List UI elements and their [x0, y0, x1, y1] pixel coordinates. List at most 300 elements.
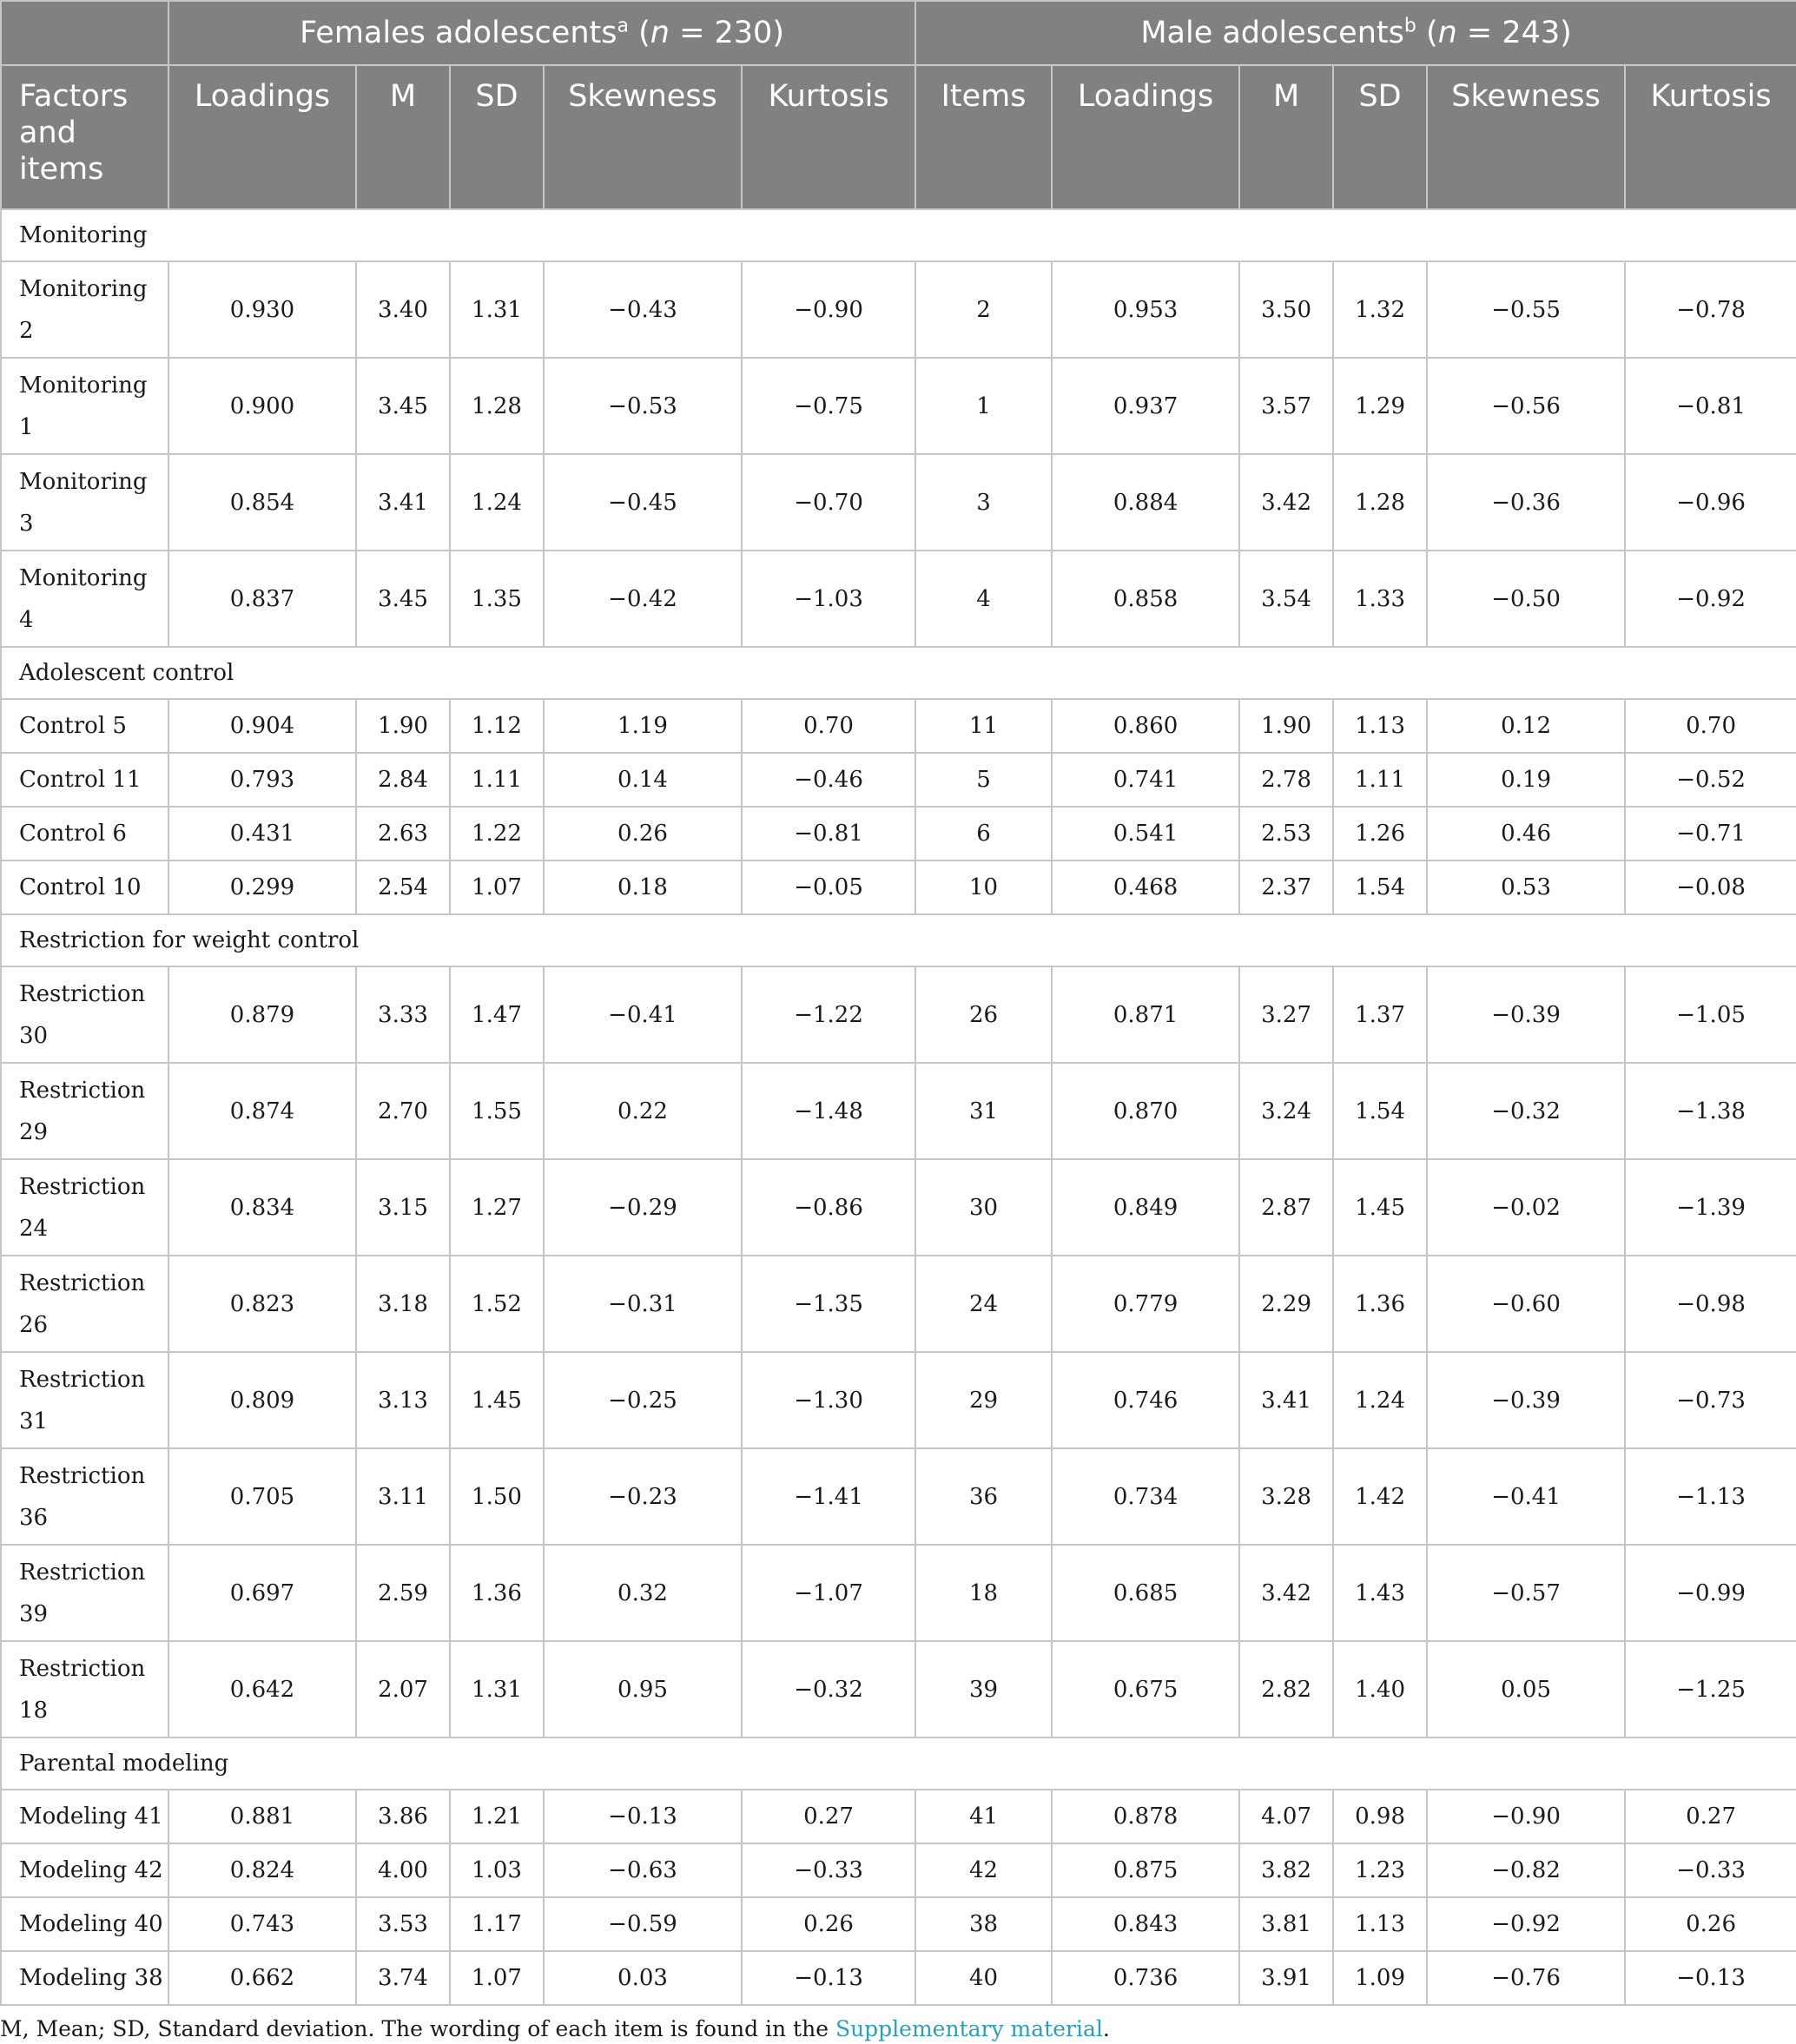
female-value-cell: 3.86: [356, 1790, 450, 1843]
male-value-cell: 0.12: [1427, 699, 1625, 753]
male-value-cell: 0.468: [1052, 860, 1239, 914]
female-value-cell: 1.19: [544, 699, 742, 753]
female-value-cell: 0.823: [168, 1256, 356, 1352]
male-value-cell: 0.26: [1625, 1897, 1796, 1951]
table-row: [1, 1545, 1796, 1641]
male-value-cell: −0.55: [1427, 261, 1625, 358]
female-group-sup: a: [617, 15, 629, 37]
male-value-cell: 4.07: [1239, 1790, 1333, 1843]
female-value-cell: 0.662: [168, 1951, 356, 2005]
female-value-cell: 3.45: [356, 551, 450, 647]
male-group-paren: (: [1416, 16, 1438, 50]
male-value-cell: −0.92: [1625, 551, 1796, 647]
table-row: [1, 1256, 1796, 1352]
female-value-cell: 0.03: [544, 1951, 742, 2005]
female-value-cell: 0.642: [168, 1641, 356, 1737]
female-value-cell: 1.21: [450, 1790, 544, 1843]
column-header: Items: [915, 65, 1052, 209]
male-item-cell: 36: [915, 1448, 1052, 1545]
male-value-cell: 0.871: [1052, 966, 1239, 1063]
female-value-cell: 0.900: [168, 358, 356, 454]
female-value-cell: 1.90: [356, 699, 450, 753]
female-value-cell: −0.13: [742, 1951, 915, 2005]
male-value-cell: 1.45: [1333, 1159, 1427, 1256]
male-value-cell: 2.37: [1239, 860, 1333, 914]
female-value-cell: 1.45: [450, 1352, 544, 1448]
table-header: [1, 1, 1796, 209]
item-name-cell: Restriction 39: [1, 1545, 168, 1641]
male-value-cell: 1.42: [1333, 1448, 1427, 1545]
male-value-cell: 0.46: [1427, 807, 1625, 860]
group-header-blank: [1, 1, 168, 65]
female-value-cell: 1.12: [450, 699, 544, 753]
female-value-cell: 0.32: [544, 1545, 742, 1641]
table-row: [1, 1897, 1796, 1951]
table-row: [1, 1448, 1796, 1545]
female-value-cell: 2.63: [356, 807, 450, 860]
item-name-cell: Restriction 26: [1, 1256, 168, 1352]
male-group-count: = 243): [1456, 16, 1572, 50]
male-value-cell: 2.87: [1239, 1159, 1333, 1256]
female-value-cell: −0.53: [544, 358, 742, 454]
female-value-cell: 0.22: [544, 1063, 742, 1159]
male-value-cell: 0.746: [1052, 1352, 1239, 1448]
female-value-cell: 0.854: [168, 454, 356, 551]
female-value-cell: 3.74: [356, 1951, 450, 2005]
female-value-cell: −0.42: [544, 551, 742, 647]
male-value-cell: −0.39: [1427, 966, 1625, 1063]
table-row: [1, 454, 1796, 551]
female-value-cell: 0.837: [168, 551, 356, 647]
male-item-cell: 38: [915, 1897, 1052, 1951]
table-row: [1, 1641, 1796, 1737]
male-group-sup: b: [1403, 15, 1416, 37]
male-item-cell: 6: [915, 807, 1052, 860]
female-group-header: [168, 1, 915, 65]
male-value-cell: 0.858: [1052, 551, 1239, 647]
item-name-cell: Control 11: [1, 753, 168, 807]
male-value-cell: 1.43: [1333, 1545, 1427, 1641]
table-row: [1, 1352, 1796, 1448]
male-value-cell: 1.23: [1333, 1843, 1427, 1897]
male-item-cell: 10: [915, 860, 1052, 914]
male-value-cell: −0.13: [1625, 1951, 1796, 2005]
female-group-n: n: [650, 16, 670, 50]
female-value-cell: −0.33: [742, 1843, 915, 1897]
male-item-cell: 42: [915, 1843, 1052, 1897]
male-value-cell: −0.56: [1427, 358, 1625, 454]
female-value-cell: 3.33: [356, 966, 450, 1063]
male-value-cell: −0.33: [1625, 1843, 1796, 1897]
male-value-cell: −0.57: [1427, 1545, 1625, 1641]
male-value-cell: −1.38: [1625, 1063, 1796, 1159]
male-value-cell: 1.09: [1333, 1951, 1427, 2005]
male-value-cell: −0.78: [1625, 261, 1796, 358]
table-row: [1, 860, 1796, 914]
female-value-cell: 1.11: [450, 753, 544, 807]
male-value-cell: 3.82: [1239, 1843, 1333, 1897]
female-value-cell: −0.05: [742, 860, 915, 914]
female-value-cell: −0.41: [544, 966, 742, 1063]
male-value-cell: 0.937: [1052, 358, 1239, 454]
female-value-cell: 2.07: [356, 1641, 450, 1737]
table-row: [1, 1951, 1796, 2005]
male-value-cell: 2.82: [1239, 1641, 1333, 1737]
female-value-cell: 0.879: [168, 966, 356, 1063]
table-body: [1, 209, 1796, 2005]
female-value-cell: 1.35: [450, 551, 544, 647]
table-row: [1, 261, 1796, 358]
male-value-cell: 3.50: [1239, 261, 1333, 358]
female-value-cell: 1.31: [450, 1641, 544, 1737]
male-value-cell: −0.96: [1625, 454, 1796, 551]
male-value-cell: 0.779: [1052, 1256, 1239, 1352]
male-item-cell: 2: [915, 261, 1052, 358]
female-value-cell: −0.70: [742, 454, 915, 551]
table-row: [1, 551, 1796, 647]
female-value-cell: 3.18: [356, 1256, 450, 1352]
item-name-cell: Modeling 40: [1, 1897, 168, 1951]
female-value-cell: 0.697: [168, 1545, 356, 1641]
female-value-cell: −0.90: [742, 261, 915, 358]
male-value-cell: 0.734: [1052, 1448, 1239, 1545]
item-name-cell: Monitoring 2: [1, 261, 168, 358]
male-value-cell: −0.50: [1427, 551, 1625, 647]
female-value-cell: 1.24: [450, 454, 544, 551]
female-value-cell: 2.84: [356, 753, 450, 807]
section-row: [1, 1737, 1796, 1790]
column-header: Skewness: [544, 65, 742, 209]
footnote-end: .: [1102, 2016, 1110, 2041]
female-value-cell: −0.86: [742, 1159, 915, 1256]
male-value-cell: 0.70: [1625, 699, 1796, 753]
male-value-cell: −1.25: [1625, 1641, 1796, 1737]
column-header: M: [1239, 65, 1333, 209]
item-name-cell: Restriction 29: [1, 1063, 168, 1159]
female-value-cell: 3.11: [356, 1448, 450, 1545]
male-value-cell: −0.32: [1427, 1063, 1625, 1159]
male-value-cell: −0.82: [1427, 1843, 1625, 1897]
male-value-cell: −1.05: [1625, 966, 1796, 1063]
male-item-cell: 30: [915, 1159, 1052, 1256]
male-value-cell: −0.81: [1625, 358, 1796, 454]
female-value-cell: 3.53: [356, 1897, 450, 1951]
male-value-cell: −0.76: [1427, 1951, 1625, 2005]
female-value-cell: 0.809: [168, 1352, 356, 1448]
female-value-cell: 1.50: [450, 1448, 544, 1545]
female-value-cell: 0.18: [544, 860, 742, 914]
male-item-cell: 31: [915, 1063, 1052, 1159]
male-value-cell: 1.40: [1333, 1641, 1427, 1737]
section-row: [1, 209, 1796, 261]
female-value-cell: 1.17: [450, 1897, 544, 1951]
female-value-cell: 0.743: [168, 1897, 356, 1951]
male-value-cell: 0.741: [1052, 753, 1239, 807]
female-value-cell: −1.41: [742, 1448, 915, 1545]
male-value-cell: 3.24: [1239, 1063, 1333, 1159]
female-group-count: = 230): [669, 16, 784, 50]
female-value-cell: 0.27: [742, 1790, 915, 1843]
female-value-cell: −1.03: [742, 551, 915, 647]
female-value-cell: −0.43: [544, 261, 742, 358]
female-value-cell: −0.45: [544, 454, 742, 551]
item-name-cell: Restriction 31: [1, 1352, 168, 1448]
table-row: [1, 1063, 1796, 1159]
female-group-paren: (: [628, 16, 650, 50]
female-value-cell: −1.22: [742, 966, 915, 1063]
section-row: [1, 647, 1796, 699]
male-item-cell: 41: [915, 1790, 1052, 1843]
male-item-cell: 3: [915, 454, 1052, 551]
male-item-cell: 39: [915, 1641, 1052, 1737]
item-name-cell: Modeling 38: [1, 1951, 168, 2005]
item-name-cell: Restriction 30: [1, 966, 168, 1063]
table-row: [1, 1843, 1796, 1897]
female-value-cell: 2.59: [356, 1545, 450, 1641]
female-value-cell: 0.95: [544, 1641, 742, 1737]
female-value-cell: 1.55: [450, 1063, 544, 1159]
column-header: Skewness: [1427, 65, 1625, 209]
table-footnote: [0, 2006, 1796, 2041]
male-item-cell: 4: [915, 551, 1052, 647]
female-value-cell: −0.32: [742, 1641, 915, 1737]
male-value-cell: 1.33: [1333, 551, 1427, 647]
female-value-cell: 1.47: [450, 966, 544, 1063]
male-value-cell: 1.11: [1333, 753, 1427, 807]
male-value-cell: 1.54: [1333, 1063, 1427, 1159]
male-value-cell: −0.41: [1427, 1448, 1625, 1545]
female-value-cell: 0.874: [168, 1063, 356, 1159]
male-value-cell: 0.05: [1427, 1641, 1625, 1737]
item-name-cell: Modeling 41: [1, 1790, 168, 1843]
male-value-cell: −0.90: [1427, 1790, 1625, 1843]
male-value-cell: 3.41: [1239, 1352, 1333, 1448]
female-value-cell: 0.299: [168, 860, 356, 914]
female-value-cell: 1.07: [450, 1951, 544, 2005]
male-value-cell: −0.36: [1427, 454, 1625, 551]
male-value-cell: −0.08: [1625, 860, 1796, 914]
male-item-cell: 24: [915, 1256, 1052, 1352]
item-name-cell: Monitoring 4: [1, 551, 168, 647]
male-value-cell: 0.98: [1333, 1790, 1427, 1843]
female-value-cell: 4.00: [356, 1843, 450, 1897]
female-value-cell: −0.63: [544, 1843, 742, 1897]
male-item-cell: 26: [915, 966, 1052, 1063]
female-value-cell: 0.26: [544, 807, 742, 860]
male-value-cell: 0.27: [1625, 1790, 1796, 1843]
item-name-cell: Restriction 24: [1, 1159, 168, 1256]
female-value-cell: −0.81: [742, 807, 915, 860]
female-value-cell: −0.46: [742, 753, 915, 807]
column-header: SD: [450, 65, 544, 209]
item-name-cell: Monitoring 3: [1, 454, 168, 551]
section-title: Restriction for weight control: [1, 914, 1796, 966]
column-header: Kurtosis: [742, 65, 915, 209]
male-value-cell: 3.42: [1239, 454, 1333, 551]
female-value-cell: 1.03: [450, 1843, 544, 1897]
male-value-cell: 0.860: [1052, 699, 1239, 753]
female-value-cell: 1.28: [450, 358, 544, 454]
female-value-cell: 1.22: [450, 807, 544, 860]
male-value-cell: −0.52: [1625, 753, 1796, 807]
male-value-cell: 0.675: [1052, 1641, 1239, 1737]
column-header-row: [1, 65, 1796, 209]
female-value-cell: −1.48: [742, 1063, 915, 1159]
male-value-cell: 1.26: [1333, 807, 1427, 860]
male-value-cell: 0.541: [1052, 807, 1239, 860]
male-value-cell: 3.54: [1239, 551, 1333, 647]
male-item-cell: 11: [915, 699, 1052, 753]
male-value-cell: 1.29: [1333, 358, 1427, 454]
female-value-cell: 3.15: [356, 1159, 450, 1256]
item-name-cell: Restriction 18: [1, 1641, 168, 1737]
female-value-cell: 0.26: [742, 1897, 915, 1951]
male-value-cell: 1.54: [1333, 860, 1427, 914]
male-item-cell: 40: [915, 1951, 1052, 2005]
male-value-cell: 2.53: [1239, 807, 1333, 860]
item-name-cell: Control 10: [1, 860, 168, 914]
female-value-cell: 3.41: [356, 454, 450, 551]
male-value-cell: 0.843: [1052, 1897, 1239, 1951]
female-value-cell: −1.35: [742, 1256, 915, 1352]
table-row: [1, 699, 1796, 753]
female-value-cell: 0.14: [544, 753, 742, 807]
male-group-n: n: [1437, 16, 1457, 50]
male-value-cell: 0.19: [1427, 753, 1625, 807]
male-value-cell: 0.685: [1052, 1545, 1239, 1641]
male-value-cell: 0.875: [1052, 1843, 1239, 1897]
male-value-cell: 0.53: [1427, 860, 1625, 914]
male-value-cell: −0.02: [1427, 1159, 1625, 1256]
male-value-cell: 0.878: [1052, 1790, 1239, 1843]
female-value-cell: 1.07: [450, 860, 544, 914]
male-value-cell: 3.81: [1239, 1897, 1333, 1951]
male-value-cell: 1.24: [1333, 1352, 1427, 1448]
female-value-cell: 3.40: [356, 261, 450, 358]
section-title: Parental modeling: [1, 1737, 1796, 1790]
female-value-cell: −0.13: [544, 1790, 742, 1843]
male-value-cell: 1.13: [1333, 699, 1427, 753]
male-value-cell: 0.849: [1052, 1159, 1239, 1256]
male-item-cell: 1: [915, 358, 1052, 454]
item-name-cell: Restriction 36: [1, 1448, 168, 1545]
item-name-cell: Monitoring 1: [1, 358, 168, 454]
item-name-cell: Control 6: [1, 807, 168, 860]
female-value-cell: 0.705: [168, 1448, 356, 1545]
male-item-cell: 18: [915, 1545, 1052, 1641]
column-header: M: [356, 65, 450, 209]
female-value-cell: 0.930: [168, 261, 356, 358]
male-value-cell: 3.57: [1239, 358, 1333, 454]
column-header: SD: [1333, 65, 1427, 209]
table-row: [1, 807, 1796, 860]
male-value-cell: −0.39: [1427, 1352, 1625, 1448]
female-value-cell: 0.70: [742, 699, 915, 753]
footnote-text: M, Mean; SD, Standard deviation. The wording of each item is found in the: [0, 2016, 835, 2041]
female-value-cell: −1.07: [742, 1545, 915, 1641]
male-value-cell: 0.736: [1052, 1951, 1239, 2005]
female-value-cell: −0.29: [544, 1159, 742, 1256]
male-value-cell: 0.953: [1052, 261, 1239, 358]
male-value-cell: 1.36: [1333, 1256, 1427, 1352]
female-value-cell: 0.793: [168, 753, 356, 807]
section-title: Monitoring: [1, 209, 1796, 261]
female-value-cell: −1.30: [742, 1352, 915, 1448]
female-value-cell: 1.27: [450, 1159, 544, 1256]
female-value-cell: −0.31: [544, 1256, 742, 1352]
item-name-cell: Modeling 42: [1, 1843, 168, 1897]
male-value-cell: −0.60: [1427, 1256, 1625, 1352]
female-value-cell: 0.431: [168, 807, 356, 860]
table-row: [1, 1159, 1796, 1256]
female-value-cell: 0.904: [168, 699, 356, 753]
female-value-cell: 2.70: [356, 1063, 450, 1159]
section-row: [1, 914, 1796, 966]
female-value-cell: 3.13: [356, 1352, 450, 1448]
column-header: Kurtosis: [1625, 65, 1796, 209]
male-value-cell: −0.71: [1625, 807, 1796, 860]
male-value-cell: 1.13: [1333, 1897, 1427, 1951]
group-header-row: [1, 1, 1796, 65]
male-value-cell: 2.78: [1239, 753, 1333, 807]
male-value-cell: −0.98: [1625, 1256, 1796, 1352]
section-title: Adolescent control: [1, 647, 1796, 699]
female-value-cell: 0.881: [168, 1790, 356, 1843]
table-row: [1, 753, 1796, 807]
male-value-cell: −1.13: [1625, 1448, 1796, 1545]
male-value-cell: −1.39: [1625, 1159, 1796, 1256]
male-value-cell: 1.28: [1333, 454, 1427, 551]
male-value-cell: −0.73: [1625, 1352, 1796, 1448]
male-value-cell: 3.42: [1239, 1545, 1333, 1641]
supplementary-material-link[interactable]: Supplementary material: [835, 2016, 1103, 2041]
male-value-cell: 0.884: [1052, 454, 1239, 551]
male-value-cell: 3.91: [1239, 1951, 1333, 2005]
table-row: [1, 358, 1796, 454]
male-value-cell: 3.28: [1239, 1448, 1333, 1545]
male-group-header: [915, 1, 1796, 65]
male-value-cell: 1.37: [1333, 966, 1427, 1063]
table-row: [1, 1790, 1796, 1843]
female-group-label: Females adolescents: [300, 16, 617, 50]
male-value-cell: 2.29: [1239, 1256, 1333, 1352]
male-value-cell: −0.99: [1625, 1545, 1796, 1641]
female-value-cell: 3.45: [356, 358, 450, 454]
female-value-cell: 1.52: [450, 1256, 544, 1352]
female-value-cell: −0.59: [544, 1897, 742, 1951]
column-header: Loadings: [1052, 65, 1239, 209]
female-value-cell: −0.75: [742, 358, 915, 454]
female-value-cell: 1.31: [450, 261, 544, 358]
male-value-cell: 1.32: [1333, 261, 1427, 358]
female-value-cell: −0.25: [544, 1352, 742, 1448]
male-value-cell: 3.27: [1239, 966, 1333, 1063]
male-item-cell: 29: [915, 1352, 1052, 1448]
column-header: Loadings: [168, 65, 356, 209]
male-value-cell: −0.92: [1427, 1897, 1625, 1951]
female-value-cell: 1.36: [450, 1545, 544, 1641]
male-group-label: Male adolescents: [1140, 16, 1404, 50]
item-name-cell: Control 5: [1, 699, 168, 753]
female-value-cell: −0.23: [544, 1448, 742, 1545]
column-header: Factors and items: [1, 65, 168, 209]
male-value-cell: 0.870: [1052, 1063, 1239, 1159]
female-value-cell: 0.824: [168, 1843, 356, 1897]
female-value-cell: 2.54: [356, 860, 450, 914]
female-value-cell: 0.834: [168, 1159, 356, 1256]
male-value-cell: 1.90: [1239, 699, 1333, 753]
male-item-cell: 5: [915, 753, 1052, 807]
